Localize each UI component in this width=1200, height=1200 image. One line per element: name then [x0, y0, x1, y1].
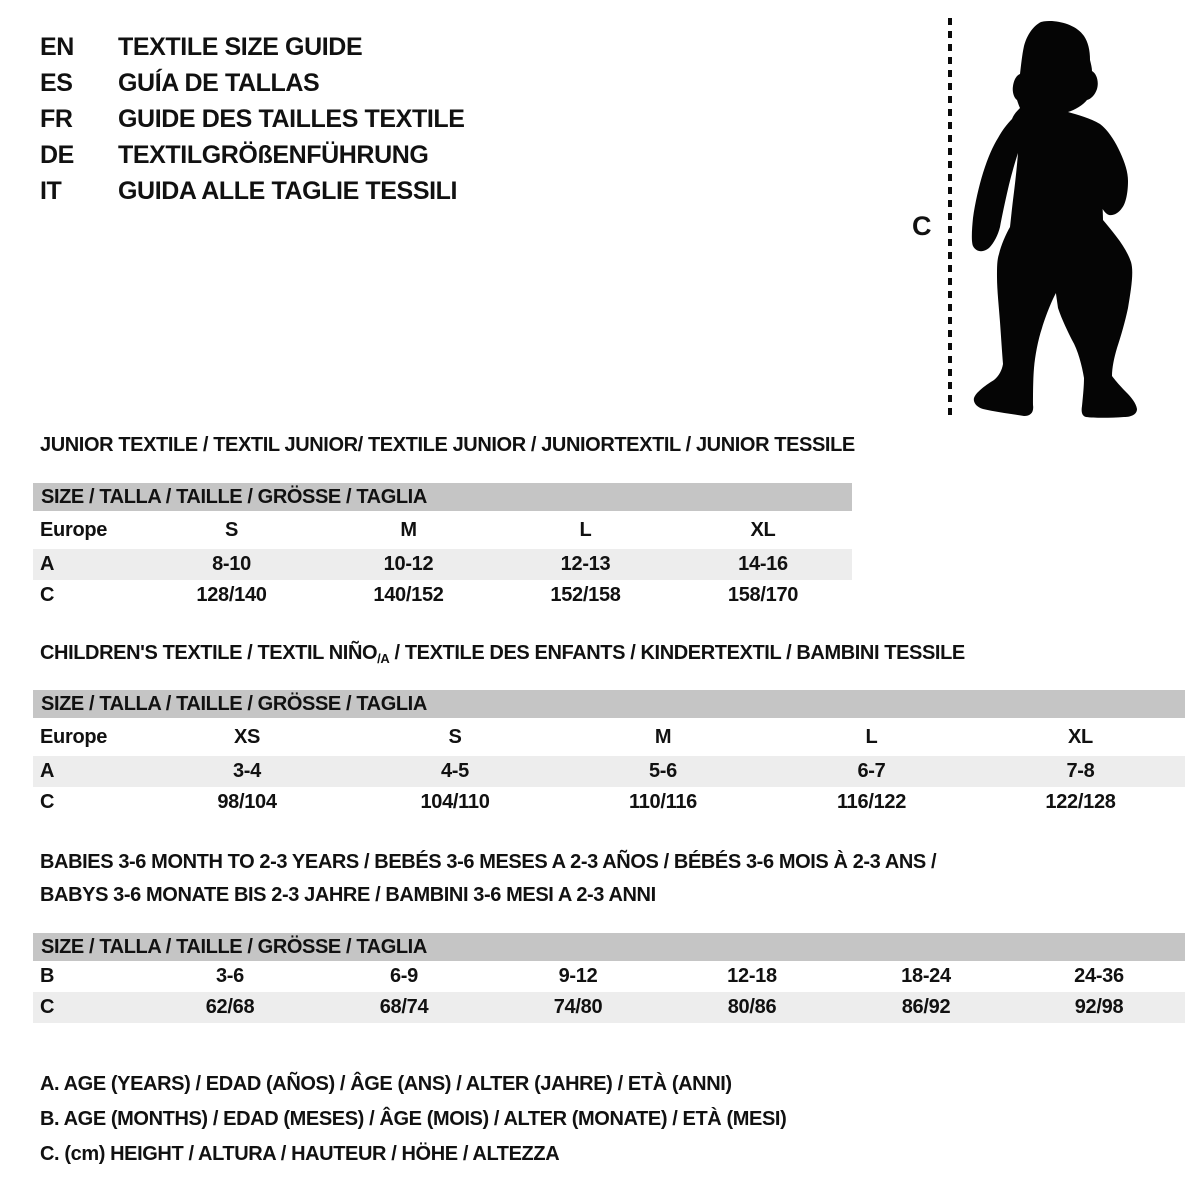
- cell: 18-24: [901, 965, 951, 987]
- lang-row-es: [40, 65, 465, 101]
- region-label: Europe: [40, 518, 108, 541]
- cell: 9-12: [558, 965, 598, 987]
- lang-code: FR: [40, 104, 73, 133]
- cell: 158/170: [727, 584, 799, 606]
- cell: 6-7: [857, 760, 886, 782]
- guide-title: TEXTILGRÖßENFÜHRUNG: [118, 140, 429, 169]
- row-label: B: [40, 965, 55, 987]
- junior-size-table: [33, 511, 852, 611]
- guide-title: GUIDA ALLE TAGLIE TESSILI: [118, 176, 458, 205]
- lang-row-de: [40, 137, 465, 173]
- guide-title: GUÍA DE TALLAS: [118, 68, 320, 97]
- table-header-row: [33, 718, 1185, 756]
- cell: 152/158: [550, 584, 621, 606]
- cell: 68/74: [379, 996, 429, 1018]
- lang-row-it: [40, 173, 465, 209]
- cell: 3-6: [215, 965, 244, 987]
- height-measure-label: C: [912, 211, 932, 241]
- cell: 92/98: [1074, 996, 1124, 1018]
- size-header: L: [579, 518, 592, 541]
- section-heading-babies-line1: BABIES 3-6 MONTH TO 2-3 YEARS / BEBÉS 3-6 MESES A 2-3 AÑOS / BÉBÉS 3-6 MOIS À 2-3 ANS /: [40, 851, 937, 873]
- row-label: C: [40, 584, 55, 606]
- table-row-age: [33, 756, 1185, 787]
- cell: 10-12: [383, 553, 434, 575]
- cell: 140/152: [373, 584, 444, 606]
- section-heading-babies-line2: BABYS 3-6 MONATE BIS 2-3 JAHRE / BAMBINI 3-6 MESI A 2-3 ANNI: [40, 884, 656, 906]
- cell: 128/140: [196, 584, 267, 606]
- lang-code: DE: [40, 140, 74, 169]
- cell: 6-9: [389, 965, 418, 987]
- cell: 98/104: [217, 791, 277, 813]
- cell: 104/110: [420, 791, 490, 813]
- size-bar-babies: SIZE / TALLA / TAILLE / GRÖSSE / TAGLIA: [33, 933, 1185, 961]
- table-row-age-months: [33, 961, 1185, 992]
- size-header: M: [654, 725, 672, 748]
- size-header: S: [224, 518, 239, 541]
- height-dashed-line: [948, 18, 952, 418]
- cell: 80/86: [727, 996, 777, 1018]
- cell: 74/80: [553, 996, 603, 1018]
- heading-subscript: /A: [377, 651, 390, 666]
- cell: 122/128: [1045, 791, 1116, 813]
- children-size-table: [33, 718, 1185, 818]
- table-row-age: [33, 549, 852, 580]
- cell: 62/68: [205, 996, 255, 1018]
- cell: 3-4: [232, 760, 261, 782]
- table-header-row: [33, 511, 852, 549]
- size-bar-junior: SIZE / TALLA / TAILLE / GRÖSSE / TAGLIA: [33, 483, 852, 511]
- size-header: XL: [750, 518, 776, 541]
- heading-text: / TEXTILE DES ENFANTS / KINDERTEXTIL / BAMBINI TESSILE: [389, 642, 965, 664]
- baby-silhouette: [963, 14, 1141, 420]
- row-label: A: [40, 553, 55, 575]
- cell: 12-13: [560, 553, 611, 575]
- row-label: C: [40, 996, 55, 1018]
- size-header: S: [448, 725, 462, 748]
- table-row-height: [33, 580, 852, 611]
- heading-text: CHILDREN'S TEXTILE / TEXTIL NIÑO: [40, 642, 378, 664]
- babies-size-table: [33, 961, 1185, 1023]
- cell: 86/92: [901, 996, 951, 1018]
- size-header: XL: [1068, 725, 1093, 748]
- cell: 8-10: [212, 553, 251, 575]
- footnote-age-months: B. AGE (MONTHS) / EDAD (MESES) / ÂGE (MOIS) / ALTER (MONATE) / ETÀ (MESI): [40, 1108, 787, 1130]
- cell: 14-16: [738, 553, 788, 575]
- size-header: L: [865, 725, 878, 748]
- row-label: A: [40, 760, 55, 782]
- row-label: C: [40, 791, 55, 813]
- footnote-age-years: A. AGE (YEARS) / EDAD (AÑOS) / ÂGE (ANS) / ALTER (JAHRE) / ETÀ (ANNI): [40, 1073, 732, 1095]
- lang-row-en: [40, 29, 465, 65]
- table-row-height: [33, 787, 1185, 818]
- lang-row-fr: [40, 101, 465, 137]
- cell: 12-18: [727, 965, 777, 987]
- cell: 24-36: [1074, 965, 1124, 987]
- cell: 4-5: [440, 760, 469, 782]
- size-header: M: [400, 518, 417, 541]
- table-row-height: [33, 992, 1185, 1023]
- lang-code: ES: [40, 68, 73, 97]
- cell: 116/122: [836, 791, 907, 813]
- guide-title: TEXTILE SIZE GUIDE: [118, 32, 363, 61]
- lang-code: EN: [40, 32, 74, 61]
- section-heading-junior: JUNIOR TEXTILE / TEXTIL JUNIOR/ TEXTILE JUNIOR / JUNIORTEXTIL / JUNIOR TESSILE: [40, 434, 855, 456]
- section-heading-children: [40, 642, 965, 666]
- guide-title: GUIDE DES TAILLES TEXTILE: [118, 104, 465, 133]
- footnote-height-cm: C. (cm) HEIGHT / ALTURA / HAUTEUR / HÖHE / ALTEZZA: [40, 1143, 560, 1165]
- size-bar-children: SIZE / TALLA / TAILLE / GRÖSSE / TAGLIA: [33, 690, 1185, 718]
- size-header: XS: [233, 725, 261, 748]
- cell: 5-6: [648, 760, 677, 782]
- region-label: Europe: [40, 725, 108, 748]
- cell: 7-8: [1066, 760, 1095, 782]
- lang-code: IT: [40, 176, 62, 205]
- language-title-list: [40, 29, 465, 209]
- cell: 110/116: [629, 791, 697, 813]
